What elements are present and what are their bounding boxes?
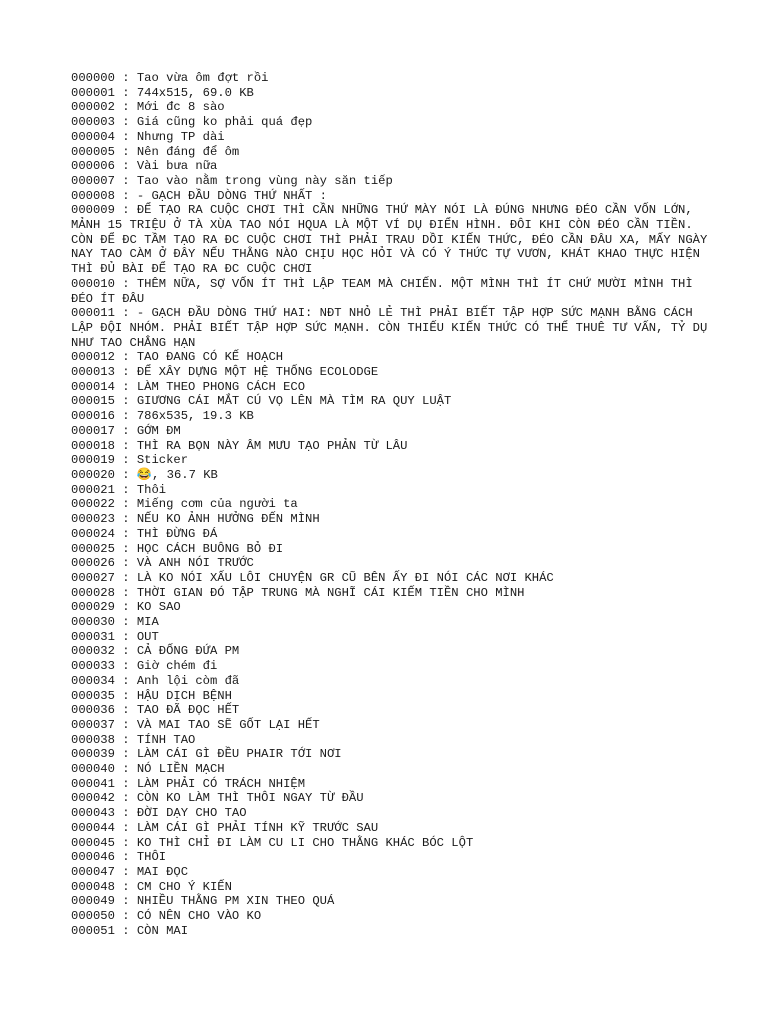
log-line: 000042 : CÒN KO LÀM THÌ THÔI NGAY TỪ ĐẦU (71, 791, 364, 806)
log-line: 000022 : Miếng cơm của người ta (71, 497, 298, 512)
log-line: 000008 : - GẠCH ĐẦU DÒNG THỨ NHẤT : (71, 188, 327, 203)
log-line: 000050 : CÓ NÊN CHO VÀO KO (71, 909, 262, 924)
log-line: 000047 : MAI ĐỌC (71, 864, 189, 879)
log-line: 000014 : LÀM THEO PHONG CÁCH ECO (71, 379, 306, 394)
log-line: 000038 : TÍNH TAO (71, 732, 196, 747)
log-line: 000048 : CM CHO Ý KIẾN (71, 879, 232, 894)
log-line: 000036 : TAO ĐÃ ĐỌC HẾT (71, 703, 240, 718)
log-line: 000010 : THÊM NỮA, SỢ VỐN ÍT THÌ LẬP TEAM MÀ CHIẾN. MỘT MÌNH THÌ ÍT CHỨ MƯỜI MÌNH THÌ ĐÉO ÍT ĐÂU (71, 276, 700, 306)
log-line: 000015 : GIƯƠNG CÁI MẮT CÚ VỌ LÊN MÀ TÌM RA QUY LUẬT (71, 394, 452, 409)
log-line: 000001 : 744x515, 69.0 KB (71, 85, 254, 100)
log-line: 000043 : ĐỜI DẠY CHO TAO (71, 806, 247, 821)
log-line: 000029 : KO SAO (71, 600, 181, 615)
log-line: 000035 : HẬU DỊCH BỆNH (71, 688, 232, 703)
log-line: 000024 : THÌ ĐỪNG ĐÁ (71, 526, 218, 541)
log-line: 000049 : NHIỀU THẰNG PM XIN THEO QUÁ (71, 894, 335, 909)
log-line: 000040 : NÓ LIỀN MẠCH (71, 762, 225, 777)
log-line: 000045 : KO THÌ CHỈ ĐI LÀM CU LI CHO THẰNG KHÁC BÓC LỘT (71, 835, 474, 850)
log-line: 000032 : CẢ ĐỐNG ĐỨA PM (71, 644, 240, 659)
log-line: 000034 : Anh lội còm đã (71, 673, 240, 688)
log-line: 000030 : MIA (71, 615, 159, 630)
log-line: 000041 : LÀM PHẢI CÓ TRÁCH NHIỆM (71, 776, 306, 791)
log-line: 000004 : Nhưng TP dài (71, 129, 225, 144)
log-line: 000006 : Vài bưa nữa (71, 159, 218, 174)
log-line: 000019 : Sticker (71, 453, 189, 468)
log-line: 000009 : ĐỂ TẠO RA CUỘC CHƠI THÌ CẦN NHỮNG THỨ MÀY NÓI LÀ ĐÚNG NHƯNG ĐÉO CẦN VỐN LỚN, MẢNH 15 TRIỆU Ở TÀ XÙA TAO NÓI HQUA LÀ MỘT VÍ DỤ ĐIỂN HÌNH. ĐÔI KHI CÒN ĐÉO CẦN TIỀN. CÒN ĐỂ ĐC TẦM TẠO RA ĐC CUỘC CHƠI THÌ PHẢI TRAU DỒI KIẾN THỨC, ĐÉO CẦN ĐÂU XA, MẤY NGÀY NAY TAO CÀM Ở ĐÂY NẾU THẰNG NÀO CHỊU HỌC HỎI VÀ CÓ Ý THỨC TỰ VƯƠN, KHÁT KHAO THỰC HIỆN THÌ ĐỦ BÀI ĐỂ TẠO RA ĐC CUỘC CHƠI (71, 203, 715, 277)
log-line: 000021 : Thôi (71, 482, 167, 497)
log-line: 000020 : 😂, 36.7 KB (71, 467, 218, 482)
log-line: 000037 : VÀ MAI TAO SẼ GỐT LẠI HẾT (71, 717, 320, 732)
log-line: 000023 : NẾU KO ẢNH HƯỞNG ĐẾN MÌNH (71, 512, 320, 527)
log-line: 000025 : HỌC CÁCH BUÔNG BỎ ĐI (71, 541, 284, 556)
log-line: 000028 : THỜI GIAN ĐÓ TẬP TRUNG MÀ NGHĨ CÁI KIẾM TIỀN CHO MÌNH (71, 585, 525, 600)
log-line: 000002 : Mới đc 8 sào (71, 100, 225, 115)
document-page (71, 71, 715, 938)
log-line: 000026 : VÀ ANH NÓI TRƯỚC (71, 556, 254, 571)
log-line: 000005 : Nên đáng để ôm (71, 144, 240, 159)
log-line: 000027 : LÀ KO NÓI XẤU LÔI CHUYỆN GR CŨ BÊN ẤY ĐI NÓI CÁC NƠI KHÁC (71, 570, 554, 585)
log-line: 000046 : THÔI (71, 850, 167, 865)
log-line: 000003 : Giá cũng ko phải quá đẹp (71, 115, 313, 130)
log-line: 000031 : OUT (71, 629, 159, 644)
log-line: 000017 : GỚM ĐM (71, 423, 181, 438)
log-line: 000012 : TAO ĐANG CÓ KẾ HOẠCH (71, 350, 284, 365)
log-line: 000011 : - GẠCH ĐẦU DÒNG THỨ HAI: NĐT NHỎ LẺ THÌ PHẢI BIẾT TẬP HỢP SỨC MẠNH BẰNG CÁCH LẬP ĐỘI NHÓM. PHẢI BIẾT TẬP HỢP SỨC MẠNH. CÒN THIẾU KIẾN THỨC CÓ THỂ THUÊ TƯ VẤN, TỶ DỤ NHƯ TAO CHẲNG HẠN (71, 306, 715, 350)
log-line: 000051 : CÒN MAI (71, 923, 189, 938)
log-lines (71, 71, 715, 938)
log-line: 000007 : Tao vào nằm trong vùng này săn tiếp (71, 173, 393, 188)
log-line: 000033 : Giờ chém đi (71, 659, 218, 674)
log-line: 000039 : LÀM CÁI GÌ ĐỀU PHAIR TỚI NƠI (71, 747, 342, 762)
log-line: 000000 : Tao vừa ôm đợt rồi (71, 71, 269, 85)
log-line: 000018 : THÌ RA BỌN NÀY ÂM MƯU TẠO PHẢN TỪ LÂU (71, 438, 408, 453)
log-line: 000044 : LÀM CÁI GÌ PHẢI TÍNH KỸ TRƯỚC SAU (71, 820, 379, 835)
log-line: 000013 : ĐỂ XÂY DỰNG MỘT HỆ THỐNG ECOLODGE (71, 365, 379, 380)
log-line: 000016 : 786x535, 19.3 KB (71, 409, 254, 424)
